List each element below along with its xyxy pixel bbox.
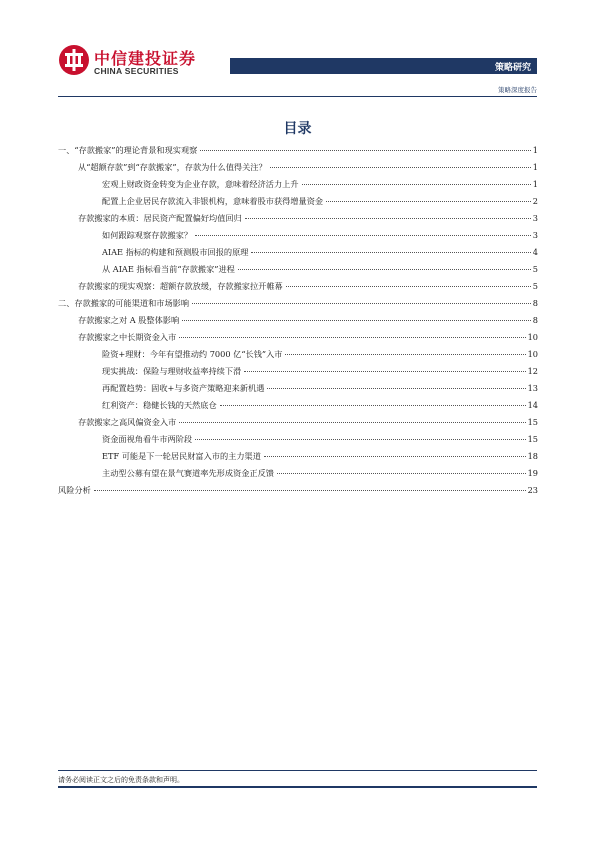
- leader-dots: [270, 167, 531, 168]
- toc-entry[interactable]: [58, 482, 538, 499]
- toc-entry[interactable]: [58, 142, 538, 159]
- toc-entry-label: AIAE 指标的构建和预测股市回报的原理: [102, 244, 249, 261]
- leader-dots: [286, 286, 531, 287]
- toc-entry-page: 12: [527, 366, 538, 376]
- toc-entry-page: 15: [527, 417, 538, 427]
- toc-entry-label: 二、存款搬家的可能渠道和市场影响: [58, 295, 190, 312]
- toc-entry-label: 存款搬家之高风偏资金入市: [78, 414, 177, 431]
- leader-dots: [94, 490, 526, 491]
- toc-entry[interactable]: [58, 329, 538, 346]
- toc-entry-page: 8: [532, 298, 538, 308]
- leader-dots: [200, 150, 530, 151]
- toc-entry-page: 4: [532, 247, 538, 257]
- leader-dots: [277, 473, 526, 474]
- toc-entry-label: 配置上企业居民存款流入非银机构，意味着股市获得增量资金: [102, 193, 324, 210]
- leader-dots: [245, 218, 531, 219]
- footer-divider-thick: [58, 786, 537, 788]
- toc-entry-page: 5: [532, 281, 538, 291]
- leader-dots: [220, 405, 526, 406]
- toc-entry-page: 23: [527, 485, 538, 495]
- toc-entry-page: 5: [532, 264, 538, 274]
- toc-entry-label: 存款搬家的本质：居民资产配置偏好均值回归: [78, 210, 243, 227]
- leader-dots: [179, 422, 525, 423]
- leader-dots: [192, 303, 531, 304]
- toc-entry-label: 存款搬家的现实观察：超额存款放缓，存款搬家拉开帷幕: [78, 278, 284, 295]
- leader-dots: [195, 235, 531, 236]
- toc-entry-label: 再配置趋势：固收+与多资产策略迎来新机遇: [102, 380, 265, 397]
- toc-entry-label: 红利资产：稳健长钱的天然底仓: [102, 397, 218, 414]
- leader-dots: [251, 252, 530, 253]
- toc-entry-label: 险资+理财：今年有望推动约 7000 亿“长钱”入市: [102, 346, 283, 363]
- toc-entry-label: 如何跟踪观察存款搬家？: [102, 227, 193, 244]
- leader-dots: [285, 354, 525, 355]
- footer-divider: [58, 770, 537, 771]
- toc-entry-page: 8: [532, 315, 538, 325]
- leader-dots: [326, 201, 531, 202]
- toc-entry-page: 10: [527, 332, 538, 342]
- toc-entry-label: 一、“存款搬家”的理论背景和现实观察: [58, 142, 198, 159]
- leader-dots: [267, 388, 525, 389]
- toc-entry[interactable]: [58, 278, 538, 295]
- table-of-contents: [58, 142, 538, 499]
- toc-entry-label: 存款搬家之中长期资金入市: [78, 329, 177, 346]
- toc-entry-page: 3: [532, 213, 538, 223]
- toc-entry-label: 从“超额存款”到“存款搬家”，存款为什么值得关注？: [78, 159, 268, 176]
- leader-dots: [238, 269, 531, 270]
- toc-entry-page: 18: [527, 451, 538, 461]
- toc-entry[interactable]: [58, 363, 538, 380]
- toc-entry[interactable]: [58, 227, 538, 244]
- toc-entry[interactable]: [58, 244, 538, 261]
- toc-entry-label: 存款搬家之对 A 股整体影响: [78, 312, 180, 329]
- toc-entry[interactable]: [58, 193, 538, 210]
- header-bar: [230, 58, 537, 74]
- toc-entry-label: 资金面视角看牛市两阶段: [102, 431, 193, 448]
- toc-entry[interactable]: [58, 448, 538, 465]
- leader-dots: [195, 439, 526, 440]
- toc-entry-label: 主动型公募有望在景气赛道率先形成资金正反馈: [102, 465, 275, 482]
- company-logo: [58, 44, 238, 78]
- report-type: 策略深度报告: [498, 86, 537, 94]
- logo-english-name: CHINA SECURITIES: [94, 66, 179, 76]
- toc-entry[interactable]: [58, 176, 538, 193]
- leader-dots: [302, 184, 531, 185]
- toc-entry[interactable]: [58, 312, 538, 329]
- toc-entry[interactable]: [58, 346, 538, 363]
- toc-entry-page: 2: [532, 196, 538, 206]
- toc-entry-page: 19: [527, 468, 538, 478]
- toc-title: 目录: [283, 121, 312, 137]
- toc-entry[interactable]: [58, 380, 538, 397]
- logo-chinese-name: 中信建投证券: [94, 49, 197, 68]
- leader-dots: [244, 371, 525, 372]
- toc-entry-page: 10: [527, 349, 538, 359]
- toc-entry-page: 13: [527, 383, 538, 393]
- toc-entry[interactable]: [58, 465, 538, 482]
- leader-dots: [182, 320, 531, 321]
- toc-entry[interactable]: [58, 295, 538, 312]
- toc-entry-page: 14: [527, 400, 538, 410]
- toc-entry-label: 从 AIAE 指标看当前“存款搬家”进程: [102, 261, 236, 278]
- toc-entry-page: 1: [532, 145, 538, 155]
- toc-entry-page: 3: [532, 230, 538, 240]
- footer-disclaimer: 请务必阅读正文之后的免责条款和声明。: [58, 776, 184, 784]
- toc-entry-page: 15: [527, 434, 538, 444]
- toc-entry-label: 宏观上财政资金转变为企业存款，意味着经济活力上升: [102, 176, 300, 193]
- leader-dots: [264, 456, 526, 457]
- toc-entry-label: 风险分析: [58, 482, 92, 499]
- header-divider: [58, 96, 537, 97]
- toc-entry[interactable]: [58, 397, 538, 414]
- toc-entry[interactable]: [58, 210, 538, 227]
- toc-entry[interactable]: [58, 261, 538, 278]
- citic-logo-icon: [58, 44, 90, 76]
- toc-entry[interactable]: [58, 414, 538, 431]
- toc-entry[interactable]: [58, 431, 538, 448]
- toc-entry-label: ETF 可能是下一轮居民财富入市的主力渠道: [102, 448, 262, 465]
- toc-entry-page: 1: [532, 179, 538, 189]
- report-category: 策略研究: [494, 63, 531, 73]
- leader-dots: [179, 337, 525, 338]
- toc-entry-page: 1: [532, 162, 538, 172]
- toc-entry[interactable]: [58, 159, 538, 176]
- toc-entry-label: 现实挑战：保险与理财收益率持续下滑: [102, 363, 242, 380]
